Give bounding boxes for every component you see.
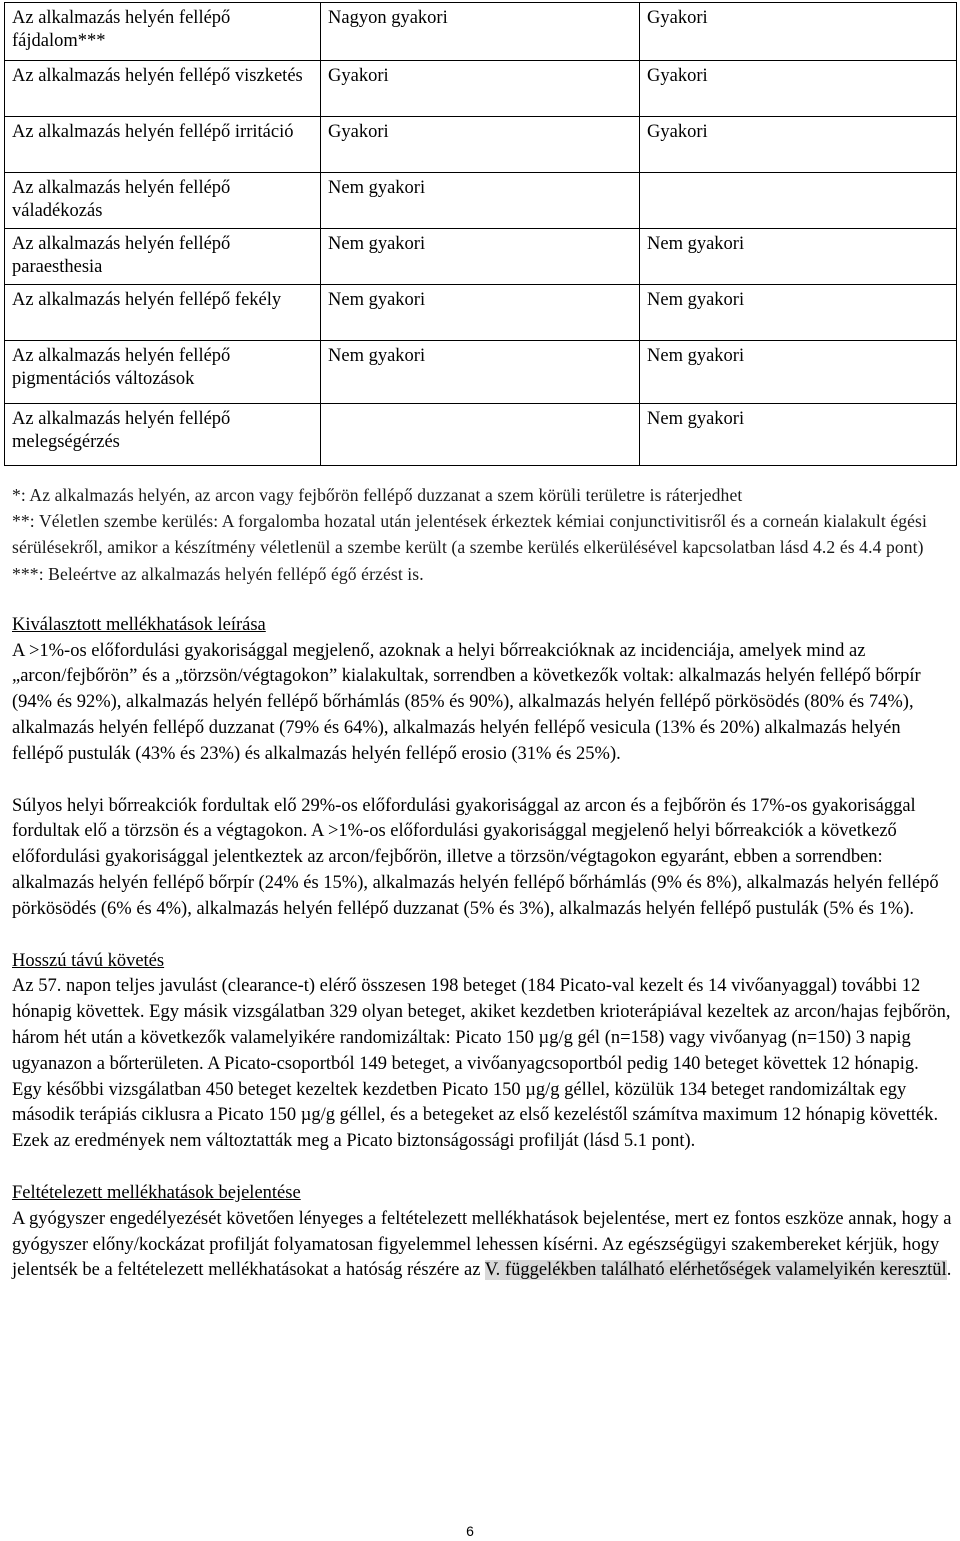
section-heading-selected-adverse-reactions: Kiválasztott mellékhatások leírása (12, 614, 266, 635)
table-row (5, 61, 957, 117)
frequency-cell: Gyakori (640, 61, 957, 117)
frequency-cell: Nagyon gyakori (321, 3, 640, 61)
frequency-cell (321, 404, 640, 466)
frequency-cell: Gyakori (640, 3, 957, 61)
frequency-cell: Nem gyakori (321, 285, 640, 341)
frequency-cell (640, 173, 957, 229)
frequency-cell: Nem gyakori (640, 285, 957, 341)
frequency-cell: Nem gyakori (640, 341, 957, 404)
frequency-cell: Nem gyakori (321, 173, 640, 229)
frequency-cell: Nem gyakori (321, 229, 640, 285)
section-heading-reporting: Feltételezett mellékhatások bejelentése (12, 1182, 301, 1203)
table-row (5, 173, 957, 229)
footnote-1: *: Az alkalmazás helyén, az arcon vagy fejbőrön fellépő duzzanat a szem körüli területre is ráterjedhet (12, 485, 743, 505)
footnote-3: ***: Beleértve az alkalmazás helyén fellépő égő érzést is. (12, 563, 424, 584)
document-body (12, 482, 952, 1284)
table-row (5, 3, 957, 61)
reaction-cell: Az alkalmazás helyén fellépő irritáció (5, 117, 321, 173)
reaction-cell: Az alkalmazás helyén fellépő melegségérzés (5, 404, 321, 466)
page-number: 6 (466, 1523, 474, 1539)
reaction-cell: Az alkalmazás helyén fellépő pigmentációs változások (5, 341, 321, 404)
table-row (5, 404, 957, 466)
paragraph: Ezek az eredmények nem változtatták meg a Picato biztonságossági profilját (lásd 5.1 pont). (12, 1131, 696, 1152)
frequency-cell: Gyakori (640, 117, 957, 173)
adverse-reactions-table (4, 2, 957, 466)
paragraph (12, 1207, 952, 1284)
paragraph-text: A gyógyszer engedélyezését követően lényeges a feltételezett mellékhatások bejelentése, mert ez fontos eszköze annak, hogy a gyógyszer előny/kockázat profilját folyamatosan figyelemmel lehessen kísérni. Az egészségügyi szakembereket kérjük, hogy jelentsék be a feltételezett mellékhatásokat a hatóság részére az (12, 1208, 952, 1281)
reaction-cell: Az alkalmazás helyén fellépő fájdalom*** (5, 3, 321, 61)
table-row (5, 117, 957, 173)
table-footnotes (12, 482, 952, 587)
section-heading-long-term-follow-up: Hosszú távú követés (12, 950, 165, 971)
reaction-cell: Az alkalmazás helyén fellépő fekély (5, 285, 321, 341)
table-row (5, 229, 957, 285)
footnote-2: **: Véletlen szembe kerülés: A forgalomba hozatal után jelentések érkeztek kémiai conjunctivitisről és a corneán kialakult égési sérülésekről, amikor a készítmény véletlenül a szembe került (a szembe kerülés elkerülésével kapcsolatban lásd 4.2 és 4.4 pont) (12, 511, 927, 558)
table-row (5, 341, 957, 404)
paragraph: Az 57. napon teljes javulást (clearance-t) elérő összesen 198 beteget (184 Picato-val kezelt és 14 vivőanyaggal) további 12 hónapig követtek. Egy másik vizsgálatban 329 olyan beteget, akiket kezdetben krioterápiával kezeltek az arcon/hajas fejbőrön, három hét után a következők valamelyikére randomizáltak: Picato 150 µg/g gél (n=158) vagy vivőanyag (n=150) 3 napig ugyanazon a bőrterületen. A Picato-csoportból 149 beteget, a vivőanyagcsoportból pedig 140 beteget követtek 12 hónapig. Egy későbbi vizsgálatban 450 beteget kezeltek kezdetben Picato 150 µg/g géllel, közülük 134 beteget randomizáltak egy második terápiás ciklusra a Picato 150 µg/g géllel, és a betegeket az első kezeléstől számítva maximum 12 hónapig követték. (12, 976, 951, 1126)
reaction-cell: Az alkalmazás helyén fellépő váladékozás (5, 173, 321, 229)
reaction-cell: Az alkalmazás helyén fellépő paraesthesia (5, 229, 321, 285)
frequency-cell: Nem gyakori (640, 404, 957, 466)
frequency-cell: Nem gyakori (640, 229, 957, 285)
frequency-cell: Gyakori (321, 117, 640, 173)
frequency-cell: Gyakori (321, 61, 640, 117)
annex-reference-link[interactable]: V. függelékben található elérhetőségek valamelyikén keresztül (484, 1260, 947, 1281)
table-row (5, 285, 957, 341)
paragraph-text-end: . (946, 1260, 952, 1281)
paragraph: A >1%-os előfordulási gyakorisággal megjelenő, azoknak a helyi bőrreakcióknak az incidenciája, amelyek mind az „arcon/fejbőrön” és a „törzsön/végtagokon” kialakultak, sorrendben a következők voltak: alkalmazás helyén fellépő bőrpír (94% és 92%), alkalmazás helyén fellépő bőrhámlás (85% és 90%), alkalmazás helyén fellépő pörkösödés (80% és 74%), alkalmazás helyén fellépő duzzanat (79% és 64%), alkalmazás helyén fellépő vesicula (13% és 20%) alkalmazás helyén fellépő pustulák (43% és 23%) és alkalmazás helyén fellépő erosio (31% és 25%). (12, 640, 921, 764)
frequency-cell: Nem gyakori (321, 341, 640, 404)
paragraph: Súlyos helyi bőrreakciók fordultak elő 29%-os előfordulási gyakorisággal az arcon és a fejbőrön és 17%-os gyakorisággal fordultak elő a törzsön és a végtagokon. A >1%-os előfordulási gyakorisággal megjelenő helyi bőrreakciók a következő előfordulási gyakorisággal jelentkeztek az arcon/fejbőrön, illetve a törzsön/végtagokon egyaránt, ebben a sorrendben: alkalmazás helyén fellépő bőrpír (24% és 15%), alkalmazás helyén fellépő bőrhámlás (9% és 8%), alkalmazás helyén fellépő pörkösödés (6% és 4%), alkalmazás helyén fellépő duzzanat (5% és 3%), alkalmazás helyén fellépő pustulák (5% és 1%). (12, 795, 939, 919)
reaction-cell: Az alkalmazás helyén fellépő viszketés (5, 61, 321, 117)
